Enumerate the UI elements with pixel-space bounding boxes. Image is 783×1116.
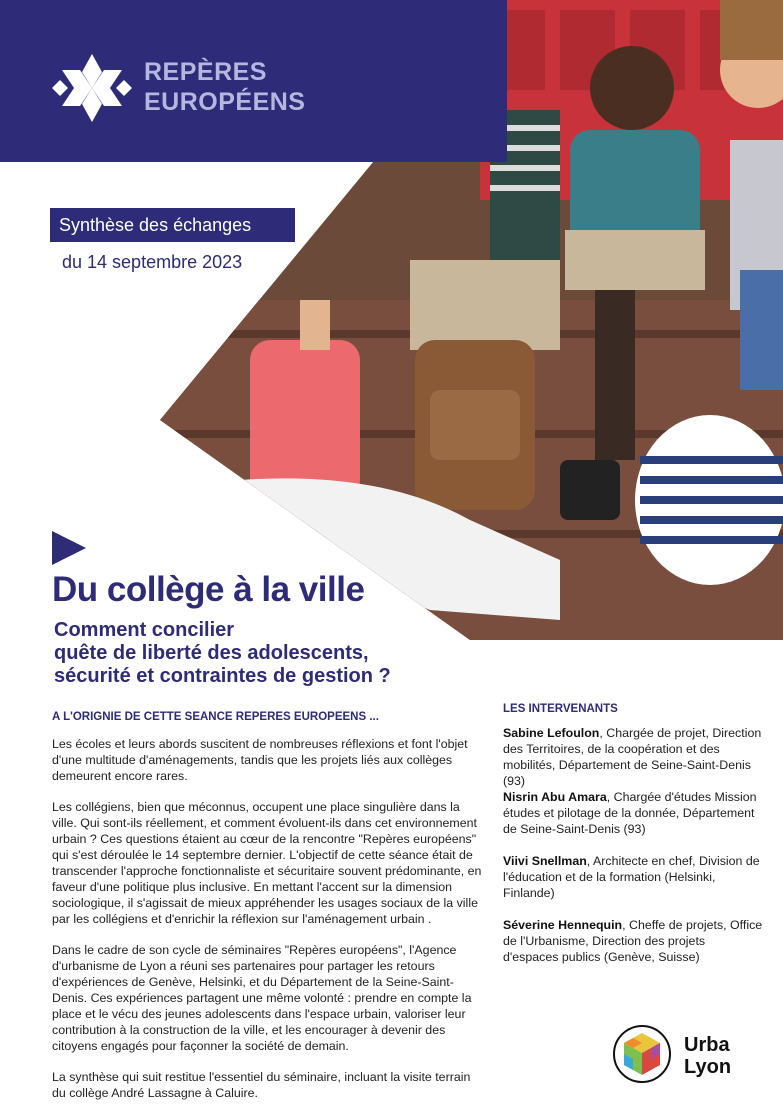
speaker-entry xyxy=(503,725,763,789)
seminar-date: du 14 septembre 2023 xyxy=(62,252,243,272)
urbalyon-logo xyxy=(612,1023,742,1085)
intro-paragraph: La synthèse qui suit restitue l'essentiel du séminaire, incluant la visite terrain du collège André Lassagne à Caluire. xyxy=(52,1070,471,1100)
subtitle-line: sécurité et contraintes de gestion ? xyxy=(54,665,391,687)
intro-paragraph: Dans le cadre de son cycle de séminaires "Repères européens", l'Agence d'urbanisme de Lyon a réuni ses partenaires pour partager les retours d'expériences de Genève, Helsinki, et du Département de la Seine-Saint-Denis. Ces expériences partagent une même volonté : prendre en compte la place et le vécu des jeunes adolescents dans l'espace urbain, valoriser leur contribution à la construction de la ville, et les encourager à devenir des citoyens engagés pour façonner la société de demain. xyxy=(52,943,472,1053)
speaker-entry xyxy=(503,789,763,837)
speaker-entry xyxy=(503,853,763,901)
page-subtitle xyxy=(54,619,494,688)
speaker-role: , Architecte en chef, Division de l'éducation et de la formation (Helsinki, Finlande) xyxy=(503,854,760,900)
snowflake-logo-icon xyxy=(52,52,132,124)
speaker-group xyxy=(503,725,763,837)
speakers-heading: LES INTERVENANTS xyxy=(503,703,618,715)
speakers-column xyxy=(503,701,763,981)
brand-name-line2: EUROPÉENS xyxy=(144,88,306,116)
subtitle-line: quête de liberté des adolescents, xyxy=(54,642,369,664)
speaker-name: Sabine Lefoulon xyxy=(503,726,600,740)
subtitle-box: Synthèse des échanges xyxy=(50,208,295,242)
logo-line1: Urba xyxy=(684,1034,730,1056)
speaker-group xyxy=(503,853,763,901)
subtitle-line: Comment concilier xyxy=(54,619,235,641)
logo-line2: Lyon xyxy=(684,1056,732,1078)
page-title: Du collège à la ville xyxy=(52,570,365,609)
speaker-name: Viivi Snellman xyxy=(503,854,587,868)
play-triangle-icon xyxy=(52,531,86,565)
speaker-role: , Cheffe de projets, Office de l'Urbanisme, Direction des projets d'espaces publics (Genève, Suisse) xyxy=(503,918,763,964)
intro-column xyxy=(52,709,482,1116)
speaker-entry xyxy=(503,917,763,965)
intro-paragraph: Les écoles et leurs abords suscitent de nombreuses réflexions et font l'objet d'une multitude d'aménagements, tandis que les projets liés aux collèges demeurent encore rares. xyxy=(52,737,468,783)
brand-name xyxy=(144,57,305,117)
speaker-role: , Chargée d'études Mission études et pilotage de la donnée, Département de Seine-Saint-Denis (93) xyxy=(503,790,757,836)
cube-icon xyxy=(624,1033,660,1075)
speaker-name: Séverine Hennequin xyxy=(503,918,623,932)
speaker-role: , Chargée de projet, Direction des Territoires, de la coopération et des mobilités, Département de Seine-Saint-Denis (93) xyxy=(503,726,762,788)
speaker-group xyxy=(503,917,763,965)
brand-name-line1: REPÈRES xyxy=(144,58,267,86)
speaker-name: Nisrin Abu Amara xyxy=(503,790,607,804)
intro-heading: A L'ORIGNIE DE CETTE SEANCE REPERES EUROPEENS ... xyxy=(52,711,379,723)
intro-paragraph: Les collégiens, bien que méconnus, occupent une place singulière dans la ville. Qui sont-ils réellement, et comment évoluent-ils dans cet environnement urbain ? Ces questions étaient au cœur de la rencontre "Repères européens" qui s'est déroulée le 14 septembre dernier. L'objectif de cette séance était de transcender l'approche fonctionnaliste et sécuritaire souvent prédominante, en faveur d'une politique plus inclusive. En mettant l'accent sur la dimension sociologique, il s'agissait de mieux appréhender les usages sociaux de la ville par les collégiens et d'enrichir la réflexion sur l'aménagement urbain . xyxy=(52,800,482,926)
